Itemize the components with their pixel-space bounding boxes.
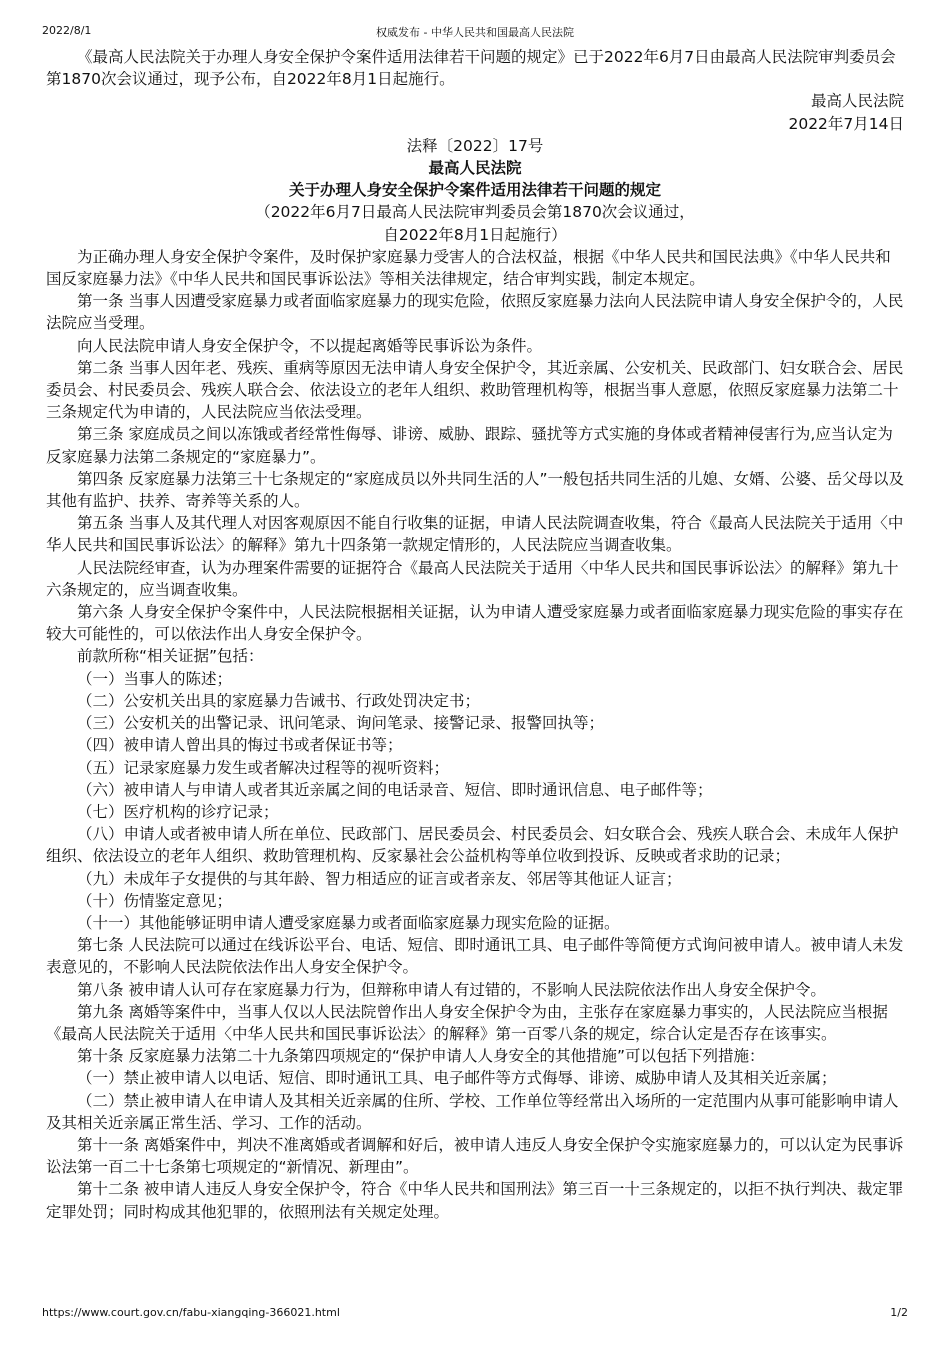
measure-item-2: （二）禁止被申请人在申请人及其相关近亲属的住所、学校、工作单位等经常出入场所的一定范围内从事可能影响申请人及其相关近亲属正常生活、学习、工作的活动。 [46,1091,899,1132]
issuer: 最高人民法院 [428,159,522,178]
article-9: 第九条 离婚等案件中，当事人仅以人民法院曾作出人身安全保护令为由，主张存在家庭暴力事实的，人民法院应当根据《最高人民法院关于适用〈中华人民共和国民事诉讼法〉的解释》第一百零八条的规定，综合认定是否存在该事实。 [46,1002,888,1043]
evidence-item-4: （四）被申请人曾出具的悔过书或者保证书等； [77,736,403,755]
article-1: 第一条 当事人因遭受家庭暴力或者面临家庭暴力的现实危险，依照反家庭暴力法向人民法院申请人身安全保护令的，人民法院应当受理。 [46,292,904,333]
announcement: 《最高人民法院关于办理人身安全保护令案件适用法律若干问题的规定》已于2022年6月7日由最高人民法院审判委员会第1870次会议通过，现予公布，自2022年8月1日起施行。 [46,48,896,89]
article-6-para-2: 前款所称“相关证据”包括： [77,647,264,666]
print-page-title: 权威发布 - 中华人民共和国最高人民法院 [376,26,574,39]
evidence-item-1: （一）当事人的陈述； [77,669,233,688]
article-4: 第四条 反家庭暴力法第三十七条规定的“家庭成员以外共同生活的人”一般包括共同生活的儿媳、女婿、公婆、岳父母以及其他有监护、扶养、寄养等关系的人。 [46,469,904,511]
article-11: 第十一条 离婚案件中，判决不准离婚或者调解和好后，被申请人违反人身安全保护令实施家庭暴力的，可以认定为民事诉讼法第一百二十七条第七项规定的“新情况、新理由”。 [46,1135,904,1177]
article-8: 第八条 被申请人认可存在家庭暴力行为，但辩称申请人有过错的，不影响人民法院依法作出人身安全保护令。 [77,980,826,999]
document-body [46,46,904,1223]
signature-org: 最高人民法院 [810,92,904,111]
adoption-note-line1: （2022年6月7日最高人民法院审判委员会第1870次会议通过， [255,203,695,222]
article-12: 第十二条 被申请人违反人身安全保护令，符合《中华人民共和国刑法》第三百一十三条规定的，以拒不执行判决、裁定罪定罪处罚；同时构成其他犯罪的，依照刑法有关规定处理。 [46,1180,904,1221]
evidence-item-5: （五）记录家庭暴力发生或者解决过程等的视听资料； [77,758,450,777]
article-6: 第六条 人身安全保护令案件中，人民法院根据相关证据，认为申请人遭受家庭暴力或者面临家庭暴力现实危险的事实存在较大可能性的，可以依法作出人身安全保护令。 [46,603,904,644]
adoption-note-line2: 自2022年8月1日起施行） [383,225,567,244]
print-date: 2022/8/1 [42,24,92,37]
evidence-item-7: （七）医疗机构的诊疗记录； [77,802,279,821]
doc-title: 关于办理人身安全保护令案件适用法律若干问题的规定 [288,181,661,200]
evidence-item-9: （九）未成年子女提供的与其年龄、智力相适应的证言或者亲友、邻居等其他证人证言； [77,869,682,888]
article-1-para-2: 向人民法院申请人身安全保护令，不以提起离婚等民事诉讼为条件。 [77,336,543,355]
signature-date: 2022年7月14日 [788,114,904,133]
article-7: 第七条 人民法院可以通过在线诉讼平台、电话、短信、即时通讯工具、电子邮件等简便方式询问被申请人。被申请人未发表意见的，不影响人民法院依法作出人身安全保护令。 [46,936,904,977]
evidence-item-2: （二）公安机关出具的家庭暴力告诫书、行政处罚决定书； [77,691,481,710]
doc-number: 法释〔2022〕17号 [406,136,544,155]
evidence-item-6: （六）被申请人与申请人或者其近亲属之间的电话录音、短信、即时通讯信息、电子邮件等； [77,780,713,799]
evidence-item-8: （八）申请人或者被申请人所在单位、民政部门、居民委员会、村民委员会、妇女联合会、残疾人联合会、未成年人保护组织、依法设立的老年人组织、救助管理机构、反家暴社会公益机构等单位收到投诉、反映或者求助的记录； [46,825,899,866]
print-url: https://www.court.gov.cn/fabu-xiangqing-366021.html [42,1306,340,1319]
evidence-item-3: （三）公安机关的出警记录、讯问笔录、询问笔录、接警记录、报警回执等； [77,714,605,733]
article-5-para-2: 人民法院经审查，认为办理案件需要的证据符合《最高人民法院关于适用〈中华人民共和国民事诉讼法〉的解释》第九十六条规定的，应当调查收集。 [46,558,899,599]
evidence-item-10: （十）伤情鉴定意见； [77,891,233,910]
measure-item-1: （一）禁止被申请人以电话、短信、即时通讯工具、电子邮件等方式侮辱、诽谤、威胁申请人及其相关近亲属； [77,1069,837,1088]
page-number: 1/2 [890,1306,908,1319]
article-5: 第五条 当事人及其代理人对因客观原因不能自行收集的证据，申请人民法院调查收集，符合《最高人民法院关于适用〈中华人民共和国民事诉讼法〉的解释》第九十四条第一款规定情形的，人民法院应当调查收集。 [46,514,904,555]
article-10: 第十条 反家庭暴力法第二十九条第四项规定的“保护申请人人身安全的其他措施”可以包括下列措施： [77,1047,765,1066]
evidence-item-11: （十一）其他能够证明申请人遭受家庭暴力或者面临家庭暴力现实危险的证据。 [77,913,620,932]
article-3: 第三条 家庭成员之间以冻饿或者经常性侮辱、诽谤、威胁、跟踪、骚扰等方式实施的身体或者精神侵害行为,应当认定为反家庭暴力法第二条规定的“家庭暴力”。 [46,425,893,466]
article-2: 第二条 当事人因年老、残疾、重病等原因无法申请人身安全保护令，其近亲属、公安机关、民政部门、妇女联合会、居民委员会、村民委员会、残疾人联合会、依法设立的老年人组织、救助管理机构等，根据当事人意愿，依照反家庭暴力法第二十三条规定代为申请的，人民法院应当依法受理。 [46,358,904,422]
preamble: 为正确办理人身安全保护令案件，及时保护家庭暴力受害人的合法权益，根据《中华人民共和国民法典》《中华人民共和国反家庭暴力法》《中华人民共和国民事诉讼法》等相关法律规定，结合审判实践，制定本规定。 [46,247,891,289]
